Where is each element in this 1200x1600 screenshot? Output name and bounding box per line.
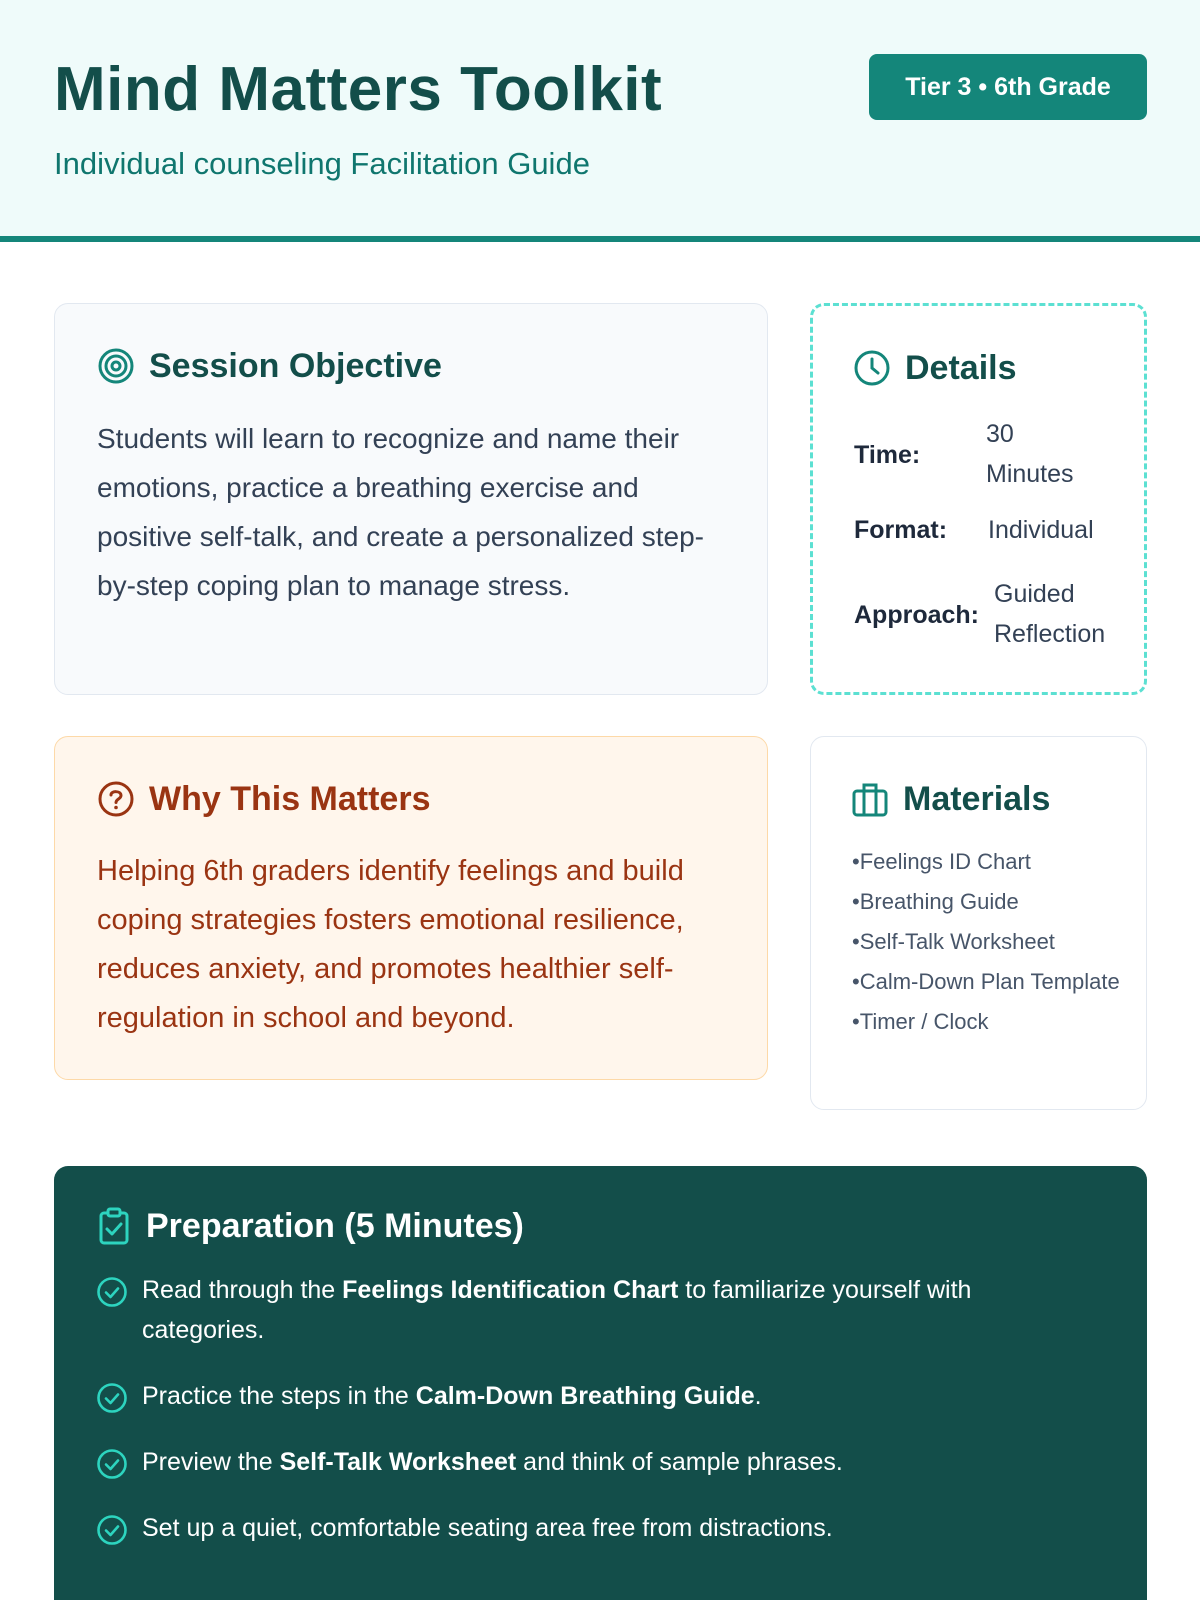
session-objective-title: Session Objective xyxy=(149,347,442,385)
preparation-title: Preparation (5 Minutes) xyxy=(146,1207,524,1245)
preparation-list xyxy=(96,1270,1076,1574)
session-objective-heading xyxy=(97,346,442,386)
detail-row-time xyxy=(854,410,1074,500)
page-title: Mind Matters Toolkit xyxy=(54,55,663,124)
list-item: • Timer / Clock xyxy=(852,1005,1122,1039)
materials-heading xyxy=(851,779,1050,819)
detail-value: Guided Reflection xyxy=(994,580,1106,648)
check-circle-icon xyxy=(96,1448,128,1480)
detail-row-format xyxy=(854,510,1094,550)
why-this-matters-heading xyxy=(97,779,430,819)
page-subtitle: Individual counseling Facilitation Guide xyxy=(54,146,590,181)
check-circle-icon xyxy=(96,1382,128,1414)
preparation-card xyxy=(54,1166,1147,1600)
list-item: • Self-Talk Worksheet xyxy=(852,925,1122,959)
page-header xyxy=(0,0,1200,242)
why-this-matters-text: Helping 6th graders identify feelings and build coping strategies fosters emotional resilience, reduces anxiety, and promotes healthier self-regulation in school and beyond. xyxy=(97,855,684,1034)
details-card xyxy=(810,303,1147,695)
detail-label: Time: xyxy=(854,440,921,469)
why-this-matters-card xyxy=(54,736,768,1080)
check-circle-icon xyxy=(96,1514,128,1546)
list-item: • Breathing Guide xyxy=(852,885,1122,919)
detail-value: Individual xyxy=(988,516,1094,544)
list-item: Practice the steps in the Calm-Down Breathing Guide. xyxy=(96,1376,1076,1416)
preparation-heading xyxy=(96,1206,524,1246)
materials-title: Materials xyxy=(903,780,1051,818)
detail-label: Format: xyxy=(854,515,948,544)
session-objective-text: Students will learn to recognize and name their emotions, practice a breathing exercise and positive self-talk, and create a personalized step-by-step coping plan to manage stress. xyxy=(97,423,704,601)
detail-label: Approach: xyxy=(854,600,979,629)
details-heading xyxy=(853,348,1017,388)
clock-icon xyxy=(853,349,891,387)
list-item: • Feelings ID Chart xyxy=(852,845,1122,879)
grade-badge: Tier 3 • 6th Grade xyxy=(869,54,1147,120)
detail-row-approach xyxy=(854,570,1106,660)
detail-value: 30 Minutes xyxy=(986,420,1074,488)
session-objective-card xyxy=(54,303,768,695)
details-title: Details xyxy=(905,349,1017,387)
materials-list xyxy=(852,845,1122,1045)
list-item: Set up a quiet, comfortable seating area free from distractions. xyxy=(96,1508,1076,1548)
check-circle-icon xyxy=(96,1276,128,1308)
materials-card xyxy=(810,736,1147,1110)
list-item: Read through the Feelings Identification Chart to familiarize yourself with categories. xyxy=(96,1270,1076,1350)
why-this-matters-title: Why This Matters xyxy=(149,780,431,818)
list-item: Preview the Self-Talk Worksheet and think of sample phrases. xyxy=(96,1442,1076,1482)
clipboard-check-icon xyxy=(96,1207,132,1245)
briefcase-icon xyxy=(851,780,889,818)
list-item: • Calm-Down Plan Template xyxy=(852,965,1122,999)
question-circle-icon xyxy=(97,780,135,818)
target-icon xyxy=(97,347,135,385)
